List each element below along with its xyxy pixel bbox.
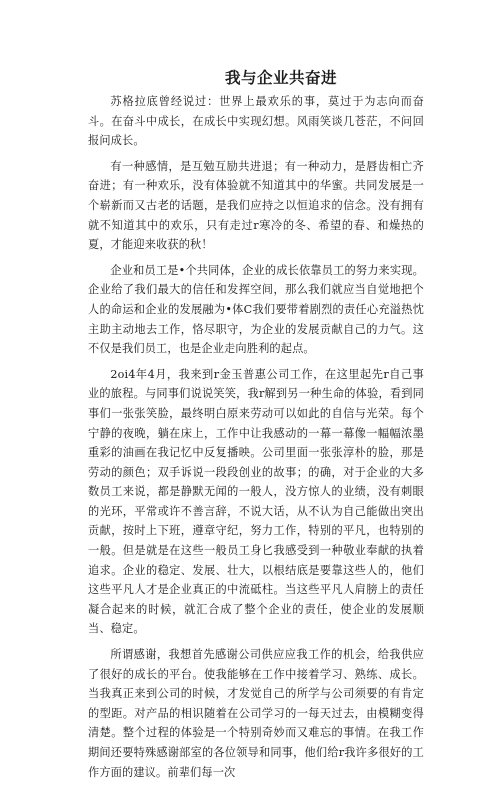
document-title: 我与企业共奋进: [224, 69, 337, 87]
paragraph: 有一种感情，是互勉互励共进退；有一种动力，是唇齿相亡齐奋进；有一种欢乐，没有体验就不知道其中的华蜜。共同发展是一个崭新而又古老的话题，是我们应持之以恒追求的信念。没有拥有就不知道其中的欢乐，只有走过r寒冷的冬、希望的春、和燥热的夏，才能迎来收获的秋！: [88, 159, 424, 252]
paragraph: 2oi4年4月，我来到r金玉普惠公司工作，在这里起先r自己事业的旅程。与同事们说说笑笑，我r解到另一种生命的体验，看到同事们一张张笑脸，最终明白原来劳动可以如此的自信与光荣。每个宁静的夜晚，躺在床上，工作中让我感动的一幕一幕像一幅幅浓墨重彩的油画在我记忆中反复播映。公司里面一张张淳朴的脸，那是劳动的颜色；双手诉说一段段创业的故事；的确，对于企业的大多数员工来说，都是静默无闻的一般人，没方惊人的业绩，没有刺眼的光环，平常或许不善言辞，不说大话，从不认为自己能做出突出贡献，按时上下班，遵章守纪，努力工作，特别的平凡，也特别的一般。但是就是在这些一般员工身匕我感受到一种敬业奉献的执着追求。企业的稳定、发展、壮大，以根结底是要靠这些人的，他们这些平凡人才是企业真正的中流砥柱。当这些平凡人肩膀上的责任凝合起来的时候，就汇合成了整个企业的责任，使企业的发展顺当、稳定。: [88, 367, 424, 636]
document-body: [88, 92, 424, 788]
paragraph: 所谓感谢，我想首先感谢公司供应应我工作的机会，给我供应了很好的成长的平台。使我能够在工作中接着学习、熟练、成长。当我真正来到公司的时候，才发觉自己的所学与公司须要的有肯定的型距。对产品的相识随着在公司学习的一每天过去，由模糊变得清楚。整个过程的体验是一个特别奇妙而又难忘的事情。在我工作期间还要特殊感谢部室的各位领导和同事，他们给r我许多很好的工作方面的建议。前辈们每一次: [88, 648, 424, 779]
paragraph: 企业和员工是•个共同体，企业的成长依靠员工的努力来实现。企业给了我们最大的信任和发挥空间，那么我们就应当自觉地把个人的命运和企业的发展融为•体C我们要带着剧烈的责任心充溢热忱主助主动地去工作，恪尽职守，为企业的发展贡献自己的力气。这不仅是我们员工，也是企业走向胜利的起点。: [88, 263, 424, 356]
paragraph: 苏格拉底曾经说过：世界上最欢乐的事，莫过于为志向而奋斗。在奋斗中成长，在成长中实现幻想。风雨笑谈几苍茫，不问回报问成长。: [88, 95, 424, 148]
